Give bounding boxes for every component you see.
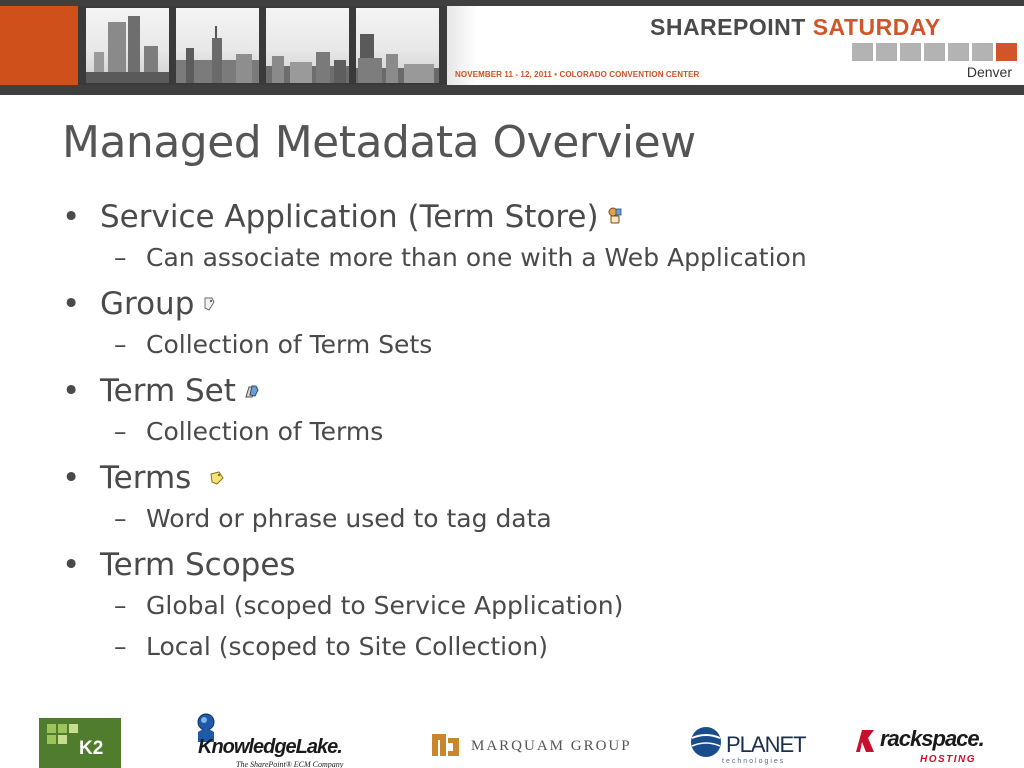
planet-technologies-logo	[688, 722, 806, 766]
skyline-photo-2	[176, 8, 259, 83]
skyline-photo-strip	[0, 6, 447, 85]
rackspace-name: rackspace.	[880, 726, 984, 751]
bullet-term-set	[62, 372, 962, 411]
sub-bullet-symbol: –	[114, 243, 127, 272]
planet-subtitle: technologies	[722, 758, 786, 765]
rackspace-mark-icon	[852, 726, 878, 754]
bullet-terms	[62, 459, 962, 498]
bullet-group	[62, 285, 962, 324]
sub-bullet	[62, 237, 962, 278]
slide-title: Managed Metadata Overview	[62, 117, 696, 168]
sub-bullet-text: Local (scoped to Site Collection)	[146, 632, 549, 661]
sponsor-logos	[0, 708, 1024, 768]
k2-logo	[39, 718, 121, 768]
bullet-text: Service Application (Term Store)	[100, 199, 599, 235]
sub-bullet	[62, 324, 962, 365]
brand-sharepoint: SHAREPOINT	[650, 14, 806, 40]
marquam-group-mark-icon	[431, 732, 461, 758]
sub-bullet-symbol: –	[114, 504, 127, 533]
marquam-group-name: MARQUAM GROUP	[471, 738, 632, 754]
sub-bullet-symbol: –	[114, 591, 127, 620]
bullet-symbol: •	[62, 460, 81, 496]
banner-bottom-line	[0, 85, 1024, 95]
knowledgelake-name: KnowledgeLake.	[198, 736, 342, 758]
knowledgelake-logo	[190, 712, 360, 768]
bullet-text: Terms	[100, 460, 192, 496]
sub-bullet	[62, 585, 962, 626]
sub-bullet-text: Collection of Terms	[146, 417, 384, 446]
planet-globe-icon	[688, 724, 724, 760]
event-city: Denver	[966, 64, 1012, 80]
term-tag-icon	[209, 457, 225, 496]
sub-bullet-text: Global (scoped to Service Application)	[146, 591, 624, 620]
term-store-icon	[607, 196, 623, 235]
term-set-icon	[244, 370, 260, 409]
bullet-symbol: •	[62, 373, 81, 409]
sub-bullet-symbol: –	[114, 417, 127, 446]
event-date: NOVEMBER 11 - 12, 2011 • COLORADO CONVENTION CENTER	[455, 70, 700, 79]
sub-bullet-symbol: –	[114, 330, 127, 359]
bullet-text: Group	[100, 286, 195, 322]
sub-bullet-text: Word or phrase used to tag data	[146, 504, 552, 533]
bullet-text: Term Scopes	[100, 547, 296, 583]
sub-bullet-symbol: –	[114, 632, 127, 661]
sub-bullet-text: Collection of Term Sets	[146, 330, 433, 359]
bullet-symbol: •	[62, 199, 81, 235]
k2-name: K2	[79, 738, 104, 759]
rackspace-subtitle: HOSTING	[920, 754, 977, 765]
brand-saturday: SATURDAY	[812, 14, 941, 40]
skyline-photo-1	[86, 8, 169, 83]
bullet-symbol: •	[62, 547, 81, 583]
orange-accent-block	[0, 6, 78, 85]
sub-bullet	[62, 626, 962, 667]
bullet-text: Term Set	[100, 373, 236, 409]
skyline-photo-3	[266, 8, 349, 83]
sub-bullet	[62, 411, 962, 452]
planet-name: PLANET	[726, 732, 806, 757]
rackspace-logo	[852, 724, 992, 768]
knowledgelake-tagline: The SharePoint® ECM Company	[236, 760, 344, 768]
sub-bullet-text: Can associate more than one with a Web Application	[146, 243, 807, 272]
sharepoint-saturday-logo	[650, 14, 941, 41]
bullet-term-scopes	[62, 546, 962, 585]
bullet-service-application	[62, 198, 962, 237]
brand-squares	[852, 43, 1017, 61]
skyline-photo-4	[356, 8, 439, 83]
header-banner	[0, 0, 1024, 95]
group-tag-icon	[202, 283, 216, 322]
bullet-symbol: •	[62, 286, 81, 322]
sub-bullet	[62, 498, 962, 539]
bullet-list	[62, 198, 962, 667]
